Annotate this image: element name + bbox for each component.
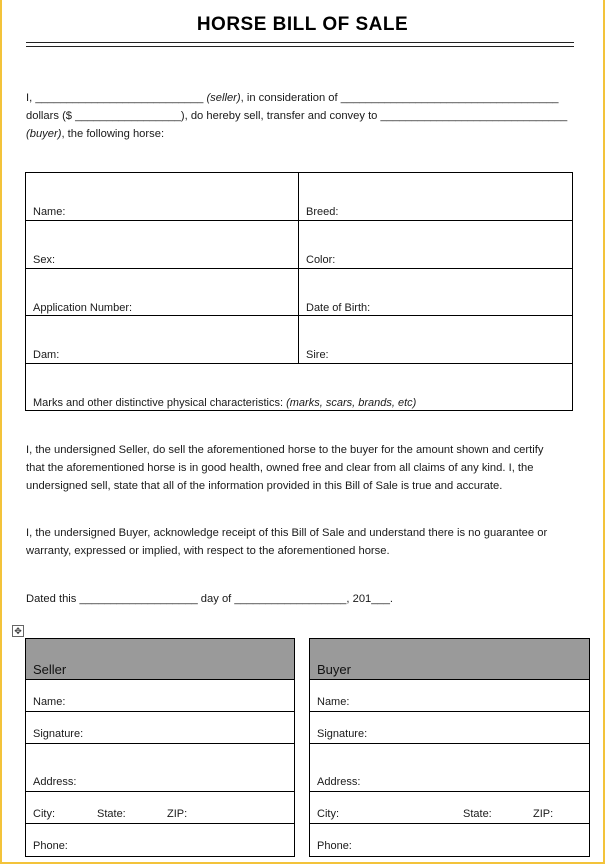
- buyer-statement: I, the undersigned Buyer, acknowledge receipt of this Bill of Sale and understand there is no guarantee or warranty, expressed or implied, with respect to the aforementioned horse.: [26, 527, 548, 557]
- sire-label: Sire:: [306, 349, 329, 361]
- seller-city-label: City:: [33, 808, 55, 820]
- seller-zip-label: ZIP:: [167, 808, 188, 820]
- box-row-divider: [310, 679, 589, 680]
- document-page: [2, 0, 603, 862]
- marks-label: Marks and other distinctive physical characteristics: (marks, scars, brands, etc): [33, 397, 417, 409]
- buyer-name-label: Name:: [317, 696, 350, 708]
- buyer-box: [309, 638, 590, 857]
- box-row-divider: [310, 791, 589, 792]
- intro-line-3: (buyer), the following horse:: [26, 128, 165, 140]
- breed-label: Breed:: [306, 206, 339, 218]
- title-rule-bottom: [26, 46, 574, 47]
- seller-state-label: State:: [97, 808, 126, 820]
- buyer-signature-label: Signature:: [317, 728, 368, 740]
- color-label: Color:: [306, 254, 336, 266]
- seller-name-label: Name:: [33, 696, 66, 708]
- buyer-header: [310, 639, 589, 679]
- table-row-divider: [26, 363, 572, 364]
- buyer-zip-label: ZIP:: [533, 808, 554, 820]
- box-row-divider: [310, 743, 589, 744]
- table-row-divider: [26, 220, 572, 221]
- box-row-divider: [26, 679, 294, 680]
- buyer-header-label: Buyer: [317, 662, 351, 677]
- box-row-divider: [26, 743, 294, 744]
- buyer-phone-label: Phone:: [317, 840, 352, 852]
- buyer-address-label: Address:: [317, 776, 361, 788]
- seller-phone-label: Phone:: [33, 840, 68, 852]
- move-handle-icon[interactable]: ✥: [12, 625, 24, 637]
- intro-line-1: I, ___________________________ (seller), in consideration of ___________________________________: [26, 92, 559, 104]
- buyer-state-label: State:: [463, 808, 492, 820]
- title-rule-top: [26, 42, 574, 43]
- seller-address-label: Address:: [33, 776, 77, 788]
- intro-line-2: dollars ($ _________________), do hereby sell, transfer and convey to ______________________________: [26, 110, 568, 122]
- document-title: HORSE BILL OF SALE: [196, 14, 409, 35]
- table-row-divider: [26, 315, 572, 316]
- seller-statement: I, the undersigned Seller, do sell the aforementioned horse to the buyer for the amount shown and certify that the aforementioned horse is in good health, owned free and clear from all claims of any kind. I, the undersigned sell, state that all of the information provided in this Bill of Sale is true and accurate.: [26, 444, 544, 492]
- seller-signature-label: Signature:: [33, 728, 84, 740]
- horse-details-table: [25, 172, 573, 411]
- dam-label: Dam:: [33, 349, 60, 361]
- application-number-label: Application Number:: [33, 302, 133, 314]
- table-row-divider: [26, 268, 572, 269]
- box-row-divider: [310, 823, 589, 824]
- seller-header-label: Seller: [33, 662, 67, 677]
- sex-label: Sex:: [33, 254, 56, 266]
- box-row-divider: [310, 711, 589, 712]
- horse-name-label: Name:: [33, 206, 66, 218]
- dated-line: Dated this ___________________ day of __________________, 201___.: [26, 593, 394, 605]
- buyer-city-label: City:: [317, 808, 339, 820]
- seller-box: [25, 638, 295, 857]
- box-row-divider: [26, 711, 294, 712]
- box-row-divider: [26, 791, 294, 792]
- date-of-birth-label: Date of Birth:: [306, 302, 371, 314]
- box-row-divider: [26, 823, 294, 824]
